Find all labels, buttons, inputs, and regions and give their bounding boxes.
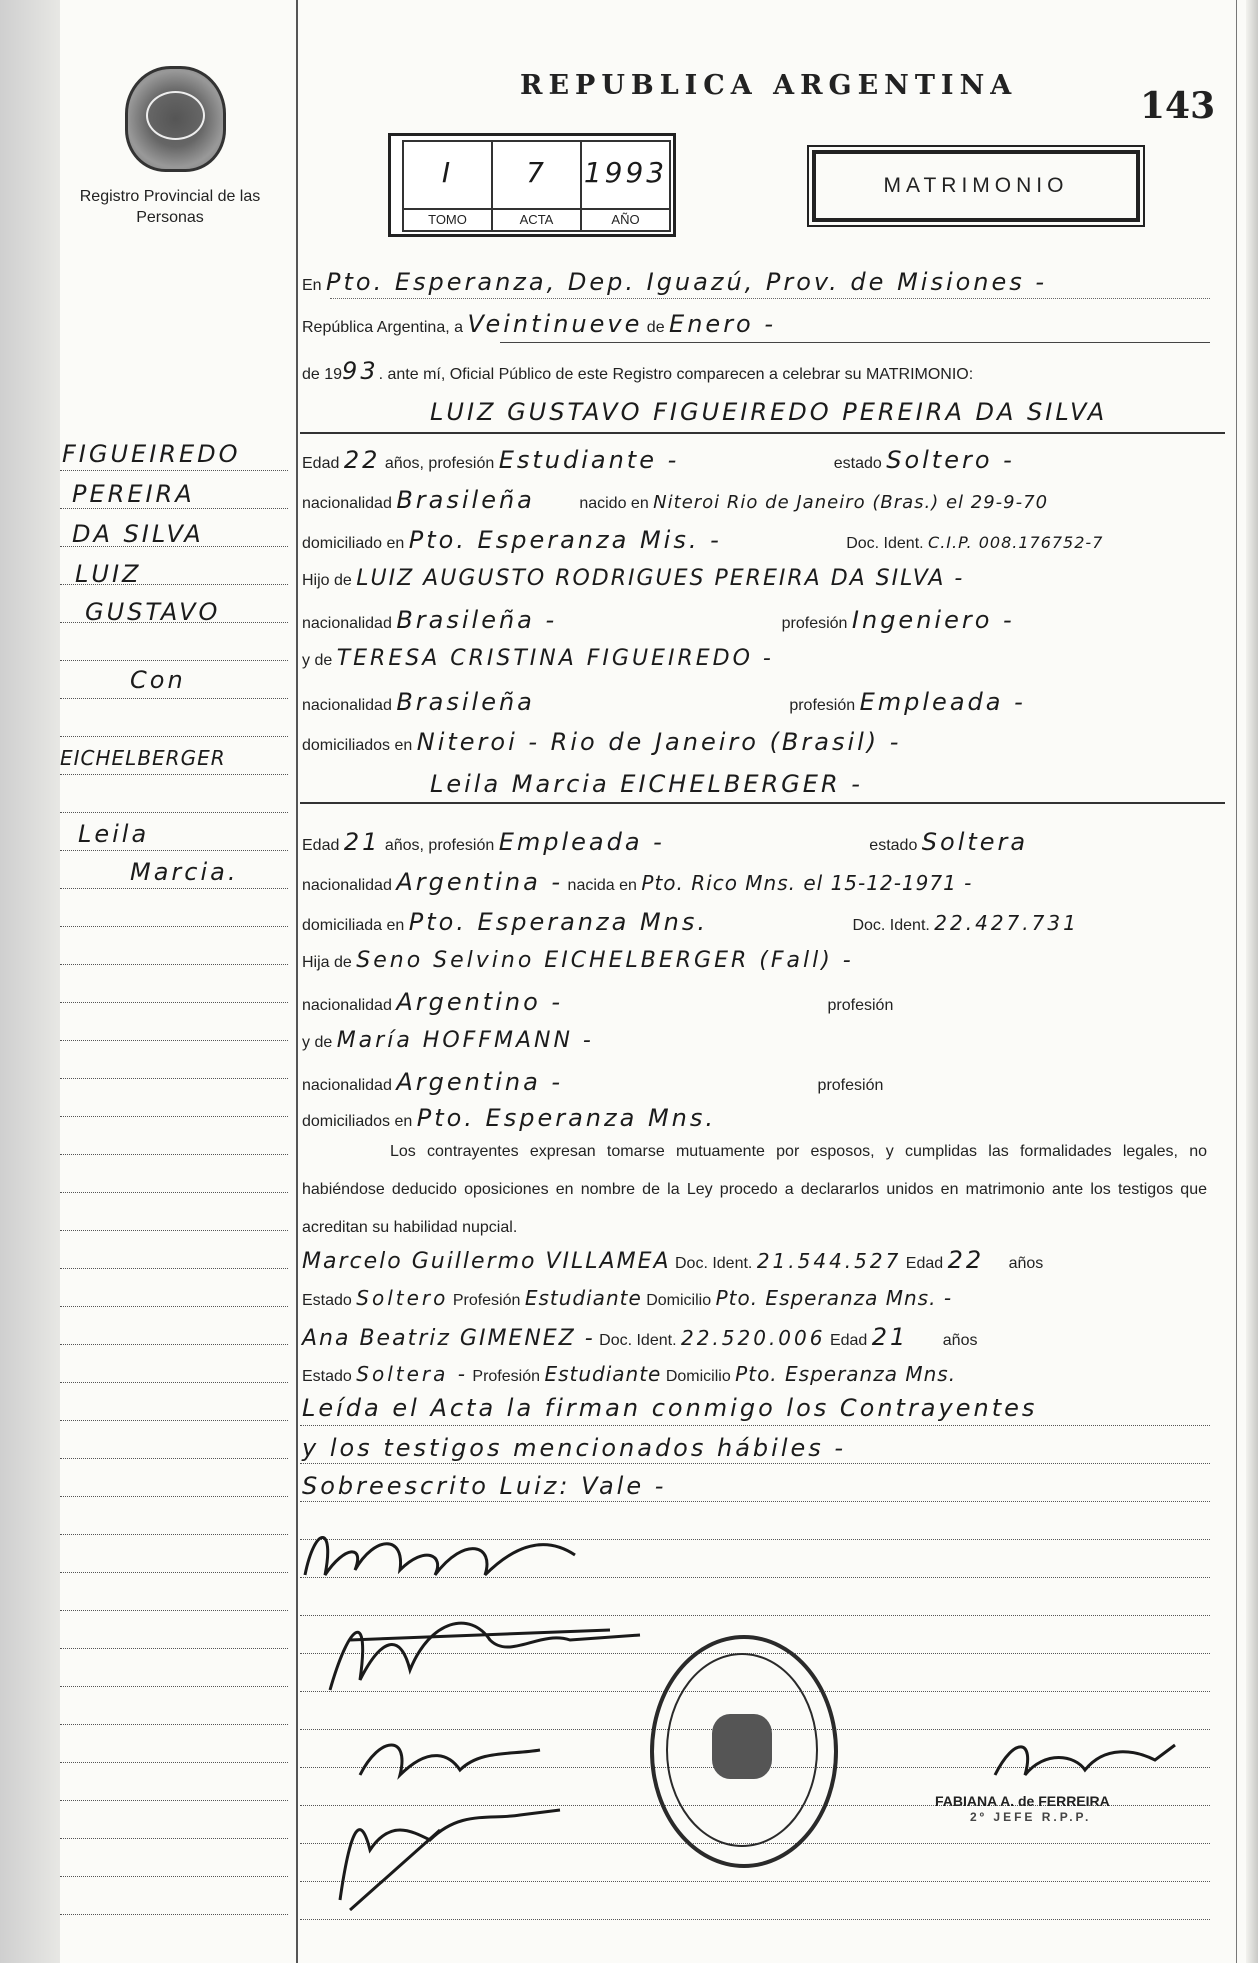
closing-text: Sobreescrito Luiz: Vale - — [302, 1472, 667, 1500]
margin-rule — [60, 1838, 288, 1839]
republic-label: República Argentina, a — [302, 319, 463, 336]
groom-father-line — [302, 566, 964, 591]
profesion-label: profesión — [817, 1077, 884, 1094]
estado-label: estado — [833, 455, 882, 472]
year-suffix: 93 — [342, 357, 379, 385]
nacionalidad-label: nacionalidad — [302, 495, 392, 512]
bride-profession: Empleada - — [498, 828, 665, 856]
year-label: AÑO — [582, 208, 669, 230]
year-value: 1993 — [583, 156, 668, 189]
en-label: En — [302, 277, 322, 294]
edad-label: Edad — [829, 1332, 868, 1349]
margin-bride-line: Leila — [78, 820, 150, 848]
margin-groom-line: LUIZ — [75, 560, 142, 588]
margin-rule — [60, 1192, 288, 1193]
appear-line — [302, 357, 973, 385]
margin-rule — [60, 698, 288, 699]
estado-label: estado — [869, 837, 918, 854]
profesion-label: Profesión — [452, 1292, 521, 1309]
bride-birthplace: Pto. Rico Mns. el 15-12-1971 - — [641, 871, 973, 895]
declaration-text: Los contrayentes expresan tomarse mutuamente por esposos, y cumplidas las formalidades legales, no habiéndose deducido oposiciones en nombre de la Ley procedo a declararlos unidos en matrimonio ante los testigos que acreditan su habilidad nupcial. — [302, 1143, 1207, 1236]
nacionalidad-label: nacionalidad — [302, 997, 392, 1014]
tomo-label: TOMO — [404, 208, 491, 230]
body-rule — [300, 1463, 1210, 1464]
edad-label: Edad — [905, 1255, 944, 1272]
margin-rule — [60, 1876, 288, 1877]
groom-name: LUIZ GUSTAVO FIGUEIREDO PEREIRA DA SILVA — [430, 398, 1108, 426]
domicilio-label: domiciliado en — [302, 535, 405, 552]
margin-groom-line: PEREIRA — [72, 480, 195, 508]
margin-bride-line: Marcia. — [130, 858, 239, 886]
margin-rule — [60, 1154, 288, 1155]
closing-line — [302, 1394, 1037, 1422]
margin-rule — [60, 1078, 288, 1079]
nacionalidad-label: nacionalidad — [302, 877, 392, 894]
de-label: de — [646, 319, 665, 336]
year-cell — [582, 142, 669, 230]
tomo-value: I — [441, 156, 454, 189]
domicilio-label: Domicilio — [646, 1292, 712, 1309]
page-edge-shadow — [1246, 0, 1258, 1963]
groom-parents-domicile-line — [302, 728, 901, 756]
groom-doc: C.I.P. 008.176752-7 — [928, 533, 1104, 552]
domiciliados-label: domiciliados en — [302, 737, 413, 754]
witness2-age: 21 — [871, 1323, 909, 1351]
witness2-estado: Soltera - — [356, 1362, 468, 1386]
bride-nationality: Argentina - — [396, 868, 564, 896]
profesion-label: años, profesión — [384, 455, 495, 472]
signature-groom — [295, 1515, 595, 1595]
margin-rule — [60, 1800, 288, 1801]
dotted-rule — [330, 298, 1210, 299]
witness2-details-line — [302, 1362, 956, 1386]
bride-father-nat-line — [302, 988, 893, 1016]
witness1-estado: Soltero — [356, 1286, 449, 1310]
profesion-label: Profesión — [472, 1368, 540, 1385]
margin-rule — [60, 470, 288, 471]
margin-rule — [60, 812, 288, 813]
groom-domicile: Pto. Esperanza Mis. - — [408, 526, 722, 554]
margin-rule — [60, 1040, 288, 1041]
domiciliados-label: domiciliados en — [302, 1113, 413, 1130]
bride-father-nationality: Argentino - — [396, 988, 564, 1016]
bride-mother: María HOFFMANN - — [336, 1028, 594, 1053]
groom-age-line — [302, 446, 1015, 474]
dotted-rule — [500, 342, 1210, 343]
margin-rule — [60, 926, 288, 927]
margin-groom-line: GUSTAVO — [85, 598, 221, 626]
margin-con: Con — [130, 666, 186, 694]
domicilio-label: Domicilio — [665, 1368, 731, 1385]
hija-label: Hija de — [302, 954, 352, 971]
groom-father-profession: Ingeniero - — [851, 606, 1015, 634]
margin-rule — [60, 888, 288, 889]
doc-label: Doc. Ident. — [846, 535, 924, 552]
doc-label: Doc. Ident. — [674, 1255, 753, 1272]
place-line — [302, 268, 1047, 296]
bride-age-line — [302, 828, 1028, 856]
profesion-label: profesión — [827, 997, 894, 1014]
edad-label: Edad — [302, 455, 340, 472]
margin-groom-line: DA SILVA — [72, 520, 204, 548]
bride-parents-domicile-line — [302, 1104, 716, 1132]
groom-estado: Soltero - — [886, 446, 1015, 474]
margin-rule — [60, 1648, 288, 1649]
margin-rule — [60, 1230, 288, 1231]
acta-value: 7 — [526, 156, 547, 189]
yde-label: y de — [302, 652, 333, 669]
signature-bride — [310, 1600, 670, 1710]
yde-label: y de — [302, 1034, 333, 1051]
profesion-label: profesión — [789, 697, 856, 714]
groom-parents-domicile: Niteroi - Rio de Janeiro (Brasil) - — [416, 728, 902, 756]
groom-domicile-line — [302, 526, 1103, 554]
closing-text: Leída el Acta la firman conmigo los Contrayentes — [302, 1394, 1038, 1422]
closing-line — [302, 1472, 666, 1500]
bride-domicile-line — [302, 908, 1079, 936]
margin-rule — [60, 1762, 288, 1763]
bride-mother-nationality: Argentina - — [396, 1068, 564, 1096]
margin-rule — [60, 1572, 288, 1573]
margin-rule — [60, 774, 288, 775]
groom-nationality: Brasileña — [396, 486, 535, 514]
tomo-cell — [404, 142, 493, 230]
groom-nationality-line — [302, 486, 1048, 514]
margin-groom-line: FIGUEIREDO — [62, 440, 241, 468]
official-stamp — [650, 1635, 838, 1868]
groom-age: 22 — [343, 446, 381, 474]
estado-label: Estado — [302, 1292, 352, 1309]
margin-rule — [60, 1268, 288, 1269]
signature-witness1 — [350, 1725, 550, 1795]
margin-rule — [60, 1610, 288, 1611]
margin-rule — [60, 660, 288, 661]
margin-rule — [60, 1458, 288, 1459]
groom-name-line — [430, 398, 1107, 426]
groom-profession: Estudiante - — [498, 446, 680, 474]
witness1-domicile: Pto. Esperanza Mns. - — [715, 1286, 953, 1310]
bride-age: 21 — [343, 828, 381, 856]
page-number: 143 — [1140, 85, 1216, 127]
witness1-line — [302, 1246, 1043, 1274]
witness2-name: Ana Beatriz GIMENEZ - — [302, 1326, 595, 1351]
margin-divider — [296, 0, 298, 1963]
profesion-label: años, profesión — [384, 837, 495, 854]
page-margin-shadow — [0, 0, 60, 1963]
day-value: Veintinueve — [467, 310, 643, 338]
profesion-label: profesión — [781, 615, 848, 632]
margin-rule — [60, 1534, 288, 1535]
bride-doc: 22.427.731 — [934, 911, 1079, 935]
margin-rule — [60, 1686, 288, 1687]
margin-rule — [60, 1306, 288, 1307]
margin-rule — [60, 1914, 288, 1915]
groom-mother-line — [302, 646, 774, 671]
closing-line — [302, 1434, 846, 1462]
doc-label: Doc. Ident. — [599, 1332, 677, 1349]
body-rule — [300, 1425, 1210, 1426]
witness2-line — [302, 1323, 977, 1351]
anos-label: años — [1008, 1255, 1044, 1272]
witness2-domicile: Pto. Esperanza Mns. — [735, 1362, 957, 1386]
nacionalidad-label: nacionalidad — [302, 615, 392, 632]
groom-father: LUIZ AUGUSTO RODRIGUES PEREIRA DA SILVA - — [356, 566, 965, 591]
registry-name: Registro Provincial de las Personas — [79, 188, 261, 226]
signature-official — [985, 1730, 1185, 1795]
bride-estado: Soltera — [921, 828, 1029, 856]
groom-father-nationality: Brasileña - — [396, 606, 558, 634]
margin-bride-surname: EICHELBERGER — [60, 746, 226, 770]
signature-witness2 — [320, 1790, 580, 1920]
witness1-details-line — [302, 1286, 952, 1310]
nacionalidad-label: nacionalidad — [302, 697, 392, 714]
rule — [300, 432, 1225, 434]
margin-rule — [60, 1420, 288, 1421]
document-type-label: MATRIMONIO — [883, 174, 1069, 197]
bride-name: Leila Marcia EICHELBERGER - — [430, 770, 863, 798]
appear-text: . ante mí, Oficial Público de este Registro comparecen a celebrar su MATRIMONIO: — [378, 366, 974, 383]
groom-mother-nationality: Brasileña — [396, 688, 535, 716]
margin-rule — [60, 964, 288, 965]
margin-rule — [60, 736, 288, 737]
right-divider — [1236, 0, 1237, 1963]
closing-text: y los testigos mencionados hábiles - — [302, 1434, 847, 1462]
bride-name-line — [430, 770, 863, 798]
coat-of-arms-seal — [125, 66, 226, 172]
bride-nationality-line — [302, 868, 972, 896]
margin-rule — [60, 1496, 288, 1497]
margin-rule — [60, 508, 288, 509]
record-number-cells — [402, 140, 671, 232]
bride-parents-domicile: Pto. Esperanza Mns. — [416, 1104, 716, 1132]
estado-label: Estado — [302, 1368, 352, 1385]
official-name: FABIANA A. de FERREIRA — [935, 1793, 1110, 1809]
nacionalidad-label: nacionalidad — [302, 1077, 392, 1094]
bride-father: Seno Selvino EICHELBERGER (Fall) - — [356, 948, 854, 973]
bride-mother-nat-line — [302, 1068, 883, 1096]
bride-domicile: Pto. Esperanza Mns. — [408, 908, 708, 936]
witness1-age: 22 — [947, 1246, 985, 1274]
month-value: Enero - — [669, 310, 777, 338]
witness1-doc: 21.544.527 — [756, 1249, 902, 1273]
groom-father-nat-line — [302, 606, 1015, 634]
rule — [300, 802, 1225, 804]
witness1-profession: Estudiante — [524, 1286, 642, 1310]
margin-rule — [60, 1002, 288, 1003]
nacido-label: nacido en — [579, 495, 649, 512]
margin-rule — [60, 1382, 288, 1383]
place-value: Pto. Esperanza, Dep. Iguazú, Prov. de Misiones - — [326, 268, 1048, 296]
date-line — [302, 310, 776, 338]
official-title: 2º JEFE R.P.P. — [970, 1810, 1092, 1824]
edad-label: Edad — [302, 837, 340, 854]
acta-label: ACTA — [493, 208, 580, 230]
margin-rule — [60, 1116, 288, 1117]
witness2-profession: Estudiante — [544, 1362, 662, 1386]
year-prefix: de 19 — [302, 366, 343, 383]
margin-rule — [60, 1724, 288, 1725]
witness1-name: Marcelo Guillermo VILLAMEA — [302, 1249, 671, 1274]
groom-birthplace: Niteroi Rio de Janeiro (Bras.) el 29-9-70 — [653, 492, 1049, 513]
groom-mother: TERESA CRISTINA FIGUEIREDO - — [336, 646, 774, 671]
groom-mother-nat-line — [302, 688, 1026, 716]
stamp-emblem — [712, 1714, 772, 1779]
witness2-doc: 22.520.006 — [680, 1326, 826, 1350]
country-title: REPUBLICA ARGENTINA — [520, 70, 1018, 101]
bride-father-line — [302, 948, 854, 973]
acta-cell — [493, 142, 582, 230]
margin-rule — [60, 1344, 288, 1345]
domicilio-label: domiciliada en — [302, 917, 405, 934]
body-rule — [300, 1501, 1210, 1502]
bride-mother-line — [302, 1028, 594, 1053]
hijo-label: Hijo de — [302, 572, 352, 589]
document-type-box — [812, 150, 1140, 222]
groom-mother-profession: Empleada - — [859, 688, 1026, 716]
nacida-label: nacida en — [567, 877, 637, 894]
doc-label: Doc. Ident. — [852, 917, 930, 934]
anos-label: años — [942, 1332, 978, 1349]
margin-rule — [60, 850, 288, 851]
